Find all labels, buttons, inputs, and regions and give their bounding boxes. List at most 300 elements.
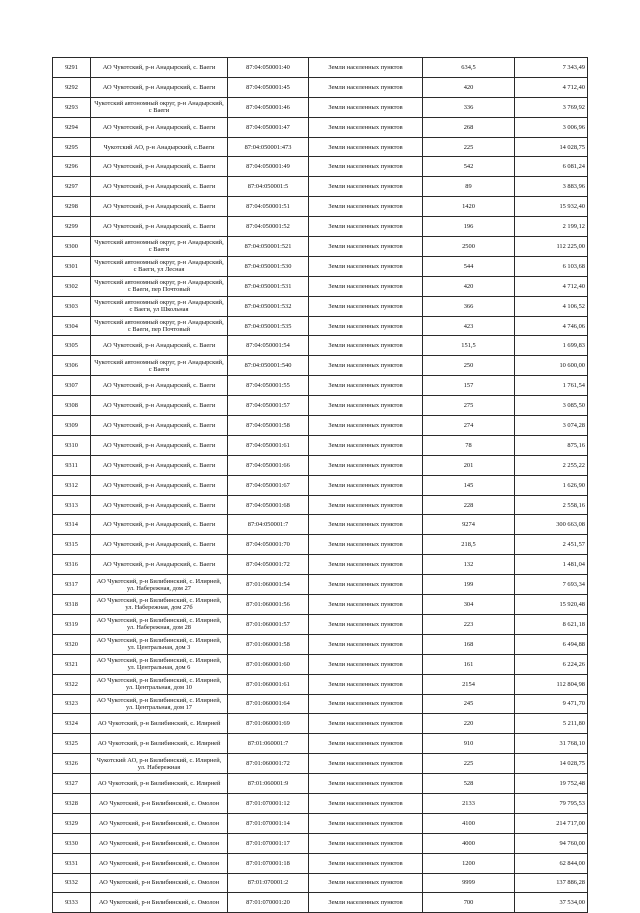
cadastral-number-cell: 87:04:050001:530: [228, 256, 309, 276]
land-category-cell: Земли населенных пунктов: [309, 614, 423, 634]
row-number-cell: 9331: [53, 853, 91, 873]
cadastral-number-cell: 87:04:050001:535: [228, 316, 309, 336]
address-cell: АО Чукотский, р-н Анадырский, с. Ваеги: [91, 177, 228, 197]
cadastral-value-cell: 1 699,83: [515, 336, 588, 356]
address-cell: АО Чукотский, р-н Анадырский, с. Ваеги: [91, 157, 228, 177]
address-cell: АО Чукотский, р-н Анадырский, с. Ваеги: [91, 117, 228, 137]
area-cell: 132: [423, 555, 515, 575]
land-registry-sheet: [52, 57, 587, 913]
cadastral-value-cell: 1 761,54: [515, 376, 588, 396]
table-row: [53, 396, 588, 416]
cadastral-number-cell: 87:01:070001:17: [228, 833, 309, 853]
cadastral-value-cell: 62 844,00: [515, 853, 588, 873]
area-cell: 199: [423, 575, 515, 595]
cadastral-value-cell: 4 712,40: [515, 77, 588, 97]
area-cell: 223: [423, 614, 515, 634]
address-cell: АО Чукотский, р-н Анадырский, с. Ваеги: [91, 535, 228, 555]
land-category-cell: Земли населенных пунктов: [309, 336, 423, 356]
address-cell: Чукотский автономный округ, р-н Анадырский, с Ваеги, пер Почтовый: [91, 316, 228, 336]
table-body: [53, 58, 588, 913]
area-cell: 245: [423, 694, 515, 714]
address-cell: Чукотский АО, р-н Билибинский, с. Илирней, ул. Набережная: [91, 754, 228, 774]
row-number-cell: 9318: [53, 595, 91, 615]
cadastral-value-cell: 4 106,52: [515, 296, 588, 316]
address-cell: АО Чукотский, р-н Анадырский, с. Ваеги: [91, 455, 228, 475]
row-number-cell: 9322: [53, 674, 91, 694]
table-row: [53, 296, 588, 316]
cadastral-number-cell: 87:01:060001:64: [228, 694, 309, 714]
land-category-cell: Земли населенных пунктов: [309, 137, 423, 157]
cadastral-value-cell: 3 883,96: [515, 177, 588, 197]
cadastral-number-cell: 87:01:060001:56: [228, 595, 309, 615]
address-cell: АО Чукотский, р-н Анадырский, с. Ваеги: [91, 217, 228, 237]
table-row: [53, 674, 588, 694]
land-category-cell: Земли населенных пунктов: [309, 833, 423, 853]
land-category-cell: Земли населенных пунктов: [309, 117, 423, 137]
row-number-cell: 9333: [53, 893, 91, 913]
area-cell: 1420: [423, 197, 515, 217]
cadastral-value-cell: 1 481,04: [515, 555, 588, 575]
cadastral-value-cell: 7 343,49: [515, 58, 588, 78]
table-row: [53, 197, 588, 217]
row-number-cell: 9325: [53, 734, 91, 754]
table-row: [53, 893, 588, 913]
area-cell: 4100: [423, 813, 515, 833]
row-number-cell: 9328: [53, 793, 91, 813]
cadastral-value-cell: 5 211,80: [515, 714, 588, 734]
table-row: [53, 217, 588, 237]
land-category-cell: Земли населенных пунктов: [309, 97, 423, 117]
land-category-cell: Земли населенных пунктов: [309, 813, 423, 833]
area-cell: 2154: [423, 674, 515, 694]
area-cell: 78: [423, 435, 515, 455]
address-cell: АО Чукотский, р-н Анадырский, с. Ваеги: [91, 435, 228, 455]
row-number-cell: 9299: [53, 217, 91, 237]
cadastral-value-cell: 2 199,12: [515, 217, 588, 237]
land-category-cell: Земли населенных пунктов: [309, 634, 423, 654]
address-cell: Чукотский автономный округ, р-н Анадырский, с Ваеги, ул Школьная: [91, 296, 228, 316]
table-row: [53, 515, 588, 535]
cadastral-number-cell: 87:04:050001:58: [228, 416, 309, 436]
address-cell: АО Чукотский, р-н Анадырский, с. Ваеги: [91, 495, 228, 515]
area-cell: 528: [423, 774, 515, 794]
cadastral-number-cell: 87:04:050001:70: [228, 535, 309, 555]
area-cell: 4000: [423, 833, 515, 853]
row-number-cell: 9330: [53, 833, 91, 853]
address-cell: АО Чукотский, р-н Билибинский, с. Илирней, ул. Центральная, дом 6: [91, 654, 228, 674]
cadastral-value-cell: 15 932,40: [515, 197, 588, 217]
cadastral-number-cell: 87:01:060001:72: [228, 754, 309, 774]
table-row: [53, 813, 588, 833]
cadastral-value-cell: 7 693,34: [515, 575, 588, 595]
cadastral-number-cell: 87:01:060001:61: [228, 674, 309, 694]
cadastral-number-cell: 87:04:050001:54: [228, 336, 309, 356]
row-number-cell: 9320: [53, 634, 91, 654]
land-category-cell: Земли населенных пунктов: [309, 276, 423, 296]
area-cell: 9999: [423, 873, 515, 893]
cadastral-value-cell: 8 621,18: [515, 614, 588, 634]
cadastral-number-cell: 87:04:050001:521: [228, 237, 309, 257]
row-number-cell: 9317: [53, 575, 91, 595]
address-cell: АО Чукотский, р-н Анадырский, с. Ваеги: [91, 58, 228, 78]
address-cell: АО Чукотский, р-н Анадырский, с. Ваеги: [91, 77, 228, 97]
address-cell: АО Чукотский, р-н Билибинский, с. Илирней: [91, 774, 228, 794]
address-cell: АО Чукотский, р-н Билибинский, с. Илирней: [91, 714, 228, 734]
table-row: [53, 853, 588, 873]
table-row: [53, 77, 588, 97]
area-cell: 157: [423, 376, 515, 396]
land-category-cell: Земли населенных пунктов: [309, 316, 423, 336]
cadastral-value-cell: 4 746,06: [515, 316, 588, 336]
table-row: [53, 276, 588, 296]
address-cell: АО Чукотский, р-н Билибинский, с. Омолон: [91, 793, 228, 813]
cadastral-number-cell: 87:04:050001:540: [228, 356, 309, 376]
table-row: [53, 833, 588, 853]
cadastral-number-cell: 87:01:060001:9: [228, 774, 309, 794]
land-category-cell: Земли населенных пунктов: [309, 674, 423, 694]
table-row: [53, 475, 588, 495]
area-cell: 161: [423, 654, 515, 674]
area-cell: 250: [423, 356, 515, 376]
row-number-cell: 9321: [53, 654, 91, 674]
address-cell: АО Чукотский, р-н Анадырский, с. Ваеги: [91, 475, 228, 495]
row-number-cell: 9315: [53, 535, 91, 555]
row-number-cell: 9327: [53, 774, 91, 794]
address-cell: АО Чукотский, р-н Билибинский, с. Илирней, ул. Центральная, дом 17: [91, 694, 228, 714]
address-cell: АО Чукотский, р-н Анадырский, с. Ваеги: [91, 555, 228, 575]
land-category-cell: Земли населенных пунктов: [309, 435, 423, 455]
row-number-cell: 9301: [53, 256, 91, 276]
cadastral-number-cell: 87:04:050001:532: [228, 296, 309, 316]
land-category-cell: Земли населенных пунктов: [309, 555, 423, 575]
cadastral-number-cell: 87:04:050001:51: [228, 197, 309, 217]
cadastral-number-cell: 87:04:050001:72: [228, 555, 309, 575]
cadastral-value-cell: 2 451,57: [515, 535, 588, 555]
area-cell: 304: [423, 595, 515, 615]
address-cell: АО Чукотский, р-н Билибинский, с. Илирней, ул. Набережная, дом 28: [91, 614, 228, 634]
address-cell: АО Чукотский, р-н Анадырский, с. Ваеги: [91, 376, 228, 396]
cadastral-value-cell: 19 752,48: [515, 774, 588, 794]
land-category-cell: Земли населенных пунктов: [309, 654, 423, 674]
row-number-cell: 9294: [53, 117, 91, 137]
cadastral-value-cell: 10 600,00: [515, 356, 588, 376]
area-cell: 218,5: [423, 535, 515, 555]
cadastral-value-cell: 15 920,48: [515, 595, 588, 615]
address-cell: АО Чукотский, р-н Билибинский, с. Илирней, ул. Центральная, дом 3: [91, 634, 228, 654]
cadastral-number-cell: 87:01:060001:7: [228, 734, 309, 754]
row-number-cell: 9313: [53, 495, 91, 515]
cadastral-number-cell: 87:04:050001:531: [228, 276, 309, 296]
row-number-cell: 9309: [53, 416, 91, 436]
table-row: [53, 595, 588, 615]
cadastral-value-cell: 300 663,08: [515, 515, 588, 535]
cadastral-number-cell: 87:01:060001:60: [228, 654, 309, 674]
land-category-cell: Земли населенных пунктов: [309, 217, 423, 237]
row-number-cell: 9326: [53, 754, 91, 774]
land-category-cell: Земли населенных пунктов: [309, 296, 423, 316]
cadastral-number-cell: 87:01:070001:14: [228, 813, 309, 833]
row-number-cell: 9305: [53, 336, 91, 356]
table-row: [53, 575, 588, 595]
area-cell: 634,5: [423, 58, 515, 78]
table-row: [53, 137, 588, 157]
address-cell: АО Чукотский, р-н Билибинский, с. Омолон: [91, 893, 228, 913]
cadastral-value-cell: 3 085,50: [515, 396, 588, 416]
address-cell: АО Чукотский, р-н Билибинский, с. Илирней, ул. Набережная, дом 27: [91, 575, 228, 595]
cadastral-value-cell: 112 225,00: [515, 237, 588, 257]
area-cell: 89: [423, 177, 515, 197]
table-row: [53, 157, 588, 177]
cadastral-number-cell: 87:01:060001:58: [228, 634, 309, 654]
land-category-cell: Земли населенных пунктов: [309, 396, 423, 416]
land-category-cell: Земли населенных пунктов: [309, 376, 423, 396]
cadastral-value-cell: 875,16: [515, 435, 588, 455]
table-row: [53, 117, 588, 137]
cadastral-number-cell: 87:01:070001:2: [228, 873, 309, 893]
cadastral-number-cell: 87:04:050001:57: [228, 396, 309, 416]
area-cell: 228: [423, 495, 515, 515]
cadastral-number-cell: 87:04:050001:55: [228, 376, 309, 396]
table-row: [53, 58, 588, 78]
address-cell: Чукотский АО, р-н Анадырский, с.Ваеги: [91, 137, 228, 157]
table-row: [53, 316, 588, 336]
table-row: [53, 435, 588, 455]
land-category-cell: Земли населенных пунктов: [309, 873, 423, 893]
row-number-cell: 9293: [53, 97, 91, 117]
cadastral-number-cell: 87:04:050001:40: [228, 58, 309, 78]
cadastral-number-cell: 87:04:050001:68: [228, 495, 309, 515]
table-row: [53, 356, 588, 376]
area-cell: 2500: [423, 237, 515, 257]
area-cell: 275: [423, 396, 515, 416]
area-cell: 268: [423, 117, 515, 137]
land-category-cell: Земли населенных пунктов: [309, 515, 423, 535]
address-cell: АО Чукотский, р-н Анадырский, с. Ваеги: [91, 416, 228, 436]
area-cell: 542: [423, 157, 515, 177]
address-cell: АО Чукотский, р-н Билибинский, с. Омолон: [91, 813, 228, 833]
cadastral-number-cell: 87:04:050001:5: [228, 177, 309, 197]
area-cell: 423: [423, 316, 515, 336]
table-row: [53, 455, 588, 475]
cadastral-number-cell: 87:04:050001:7: [228, 515, 309, 535]
land-category-cell: Земли населенных пунктов: [309, 416, 423, 436]
land-category-cell: Земли населенных пунктов: [309, 197, 423, 217]
table-row: [53, 714, 588, 734]
address-cell: АО Чукотский, р-н Билибинский, с. Илирней, ул. Центральная, дом 10: [91, 674, 228, 694]
cadastral-value-cell: 31 768,10: [515, 734, 588, 754]
land-category-cell: Земли населенных пунктов: [309, 455, 423, 475]
table-row: [53, 376, 588, 396]
table-row: [53, 237, 588, 257]
land-category-cell: Земли населенных пунктов: [309, 714, 423, 734]
row-number-cell: 9291: [53, 58, 91, 78]
cadastral-number-cell: 87:04:050001:67: [228, 475, 309, 495]
land-category-cell: Земли населенных пунктов: [309, 177, 423, 197]
cadastral-number-cell: 87:04:050001:45: [228, 77, 309, 97]
row-number-cell: 9312: [53, 475, 91, 495]
address-cell: Чукотский автономный округ, р-н Анадырский, с Ваеги: [91, 237, 228, 257]
row-number-cell: 9310: [53, 435, 91, 455]
address-cell: АО Чукотский, р-н Анадырский, с. Ваеги: [91, 336, 228, 356]
area-cell: 9274: [423, 515, 515, 535]
cadastral-value-cell: 3 006,96: [515, 117, 588, 137]
cadastral-value-cell: 9 471,70: [515, 694, 588, 714]
cadastral-number-cell: 87:04:050001:473: [228, 137, 309, 157]
cadastral-number-cell: 87:04:050001:46: [228, 97, 309, 117]
land-category-cell: Земли населенных пунктов: [309, 475, 423, 495]
land-category-cell: Земли населенных пунктов: [309, 595, 423, 615]
cadastral-value-cell: 4 712,40: [515, 276, 588, 296]
table-row: [53, 873, 588, 893]
land-category-cell: Земли населенных пунктов: [309, 694, 423, 714]
land-category-cell: Земли населенных пунктов: [309, 256, 423, 276]
area-cell: 145: [423, 475, 515, 495]
address-cell: АО Чукотский, р-н Билибинский, с. Илирней: [91, 734, 228, 754]
area-cell: 225: [423, 754, 515, 774]
row-number-cell: 9319: [53, 614, 91, 634]
row-number-cell: 9295: [53, 137, 91, 157]
address-cell: АО Чукотский, р-н Билибинский, с. Омолон: [91, 853, 228, 873]
cadastral-value-cell: 6 224,26: [515, 654, 588, 674]
row-number-cell: 9304: [53, 316, 91, 336]
area-cell: 336: [423, 97, 515, 117]
area-cell: 700: [423, 893, 515, 913]
cadastral-value-cell: 1 626,90: [515, 475, 588, 495]
cadastral-number-cell: 87:04:050001:52: [228, 217, 309, 237]
row-number-cell: 9314: [53, 515, 91, 535]
table-row: [53, 535, 588, 555]
cadastral-value-cell: 2 558,16: [515, 495, 588, 515]
table-row: [53, 495, 588, 515]
area-cell: 366: [423, 296, 515, 316]
address-cell: АО Чукотский, р-н Анадырский, с. Ваеги: [91, 515, 228, 535]
cadastral-value-cell: 94 760,00: [515, 833, 588, 853]
cadastral-value-cell: 214 717,00: [515, 813, 588, 833]
table-row: [53, 793, 588, 813]
address-cell: АО Чукотский, р-н Билибинский, с. Омолон: [91, 833, 228, 853]
table-row: [53, 336, 588, 356]
cadastral-value-cell: 3 769,92: [515, 97, 588, 117]
row-number-cell: 9303: [53, 296, 91, 316]
cadastral-value-cell: 2 255,22: [515, 455, 588, 475]
cadastral-number-cell: 87:04:050001:66: [228, 455, 309, 475]
table-row: [53, 256, 588, 276]
land-category-cell: Земли населенных пунктов: [309, 575, 423, 595]
address-cell: Чукотский автономный округ, р-н Анадырский, с Ваеги: [91, 97, 228, 117]
row-number-cell: 9332: [53, 873, 91, 893]
row-number-cell: 9316: [53, 555, 91, 575]
area-cell: 201: [423, 455, 515, 475]
table-row: [53, 614, 588, 634]
area-cell: 220: [423, 714, 515, 734]
row-number-cell: 9292: [53, 77, 91, 97]
cadastral-value-cell: 14 028,75: [515, 137, 588, 157]
land-category-cell: Земли населенных пунктов: [309, 356, 423, 376]
row-number-cell: 9323: [53, 694, 91, 714]
cadastral-value-cell: 3 074,28: [515, 416, 588, 436]
land-category-cell: Земли населенных пунктов: [309, 237, 423, 257]
land-category-cell: Земли населенных пунктов: [309, 734, 423, 754]
table-row: [53, 177, 588, 197]
cadastral-number-cell: 87:04:050001:61: [228, 435, 309, 455]
address-cell: Чукотский автономный округ, р-н Анадырский, с Ваеги: [91, 356, 228, 376]
cadastral-value-cell: 37 534,00: [515, 893, 588, 913]
table-row: [53, 774, 588, 794]
cadastral-number-cell: 87:01:060001:69: [228, 714, 309, 734]
table-row: [53, 97, 588, 117]
cadastral-value-cell: 137 886,28: [515, 873, 588, 893]
land-registry-table: [52, 57, 588, 913]
area-cell: 910: [423, 734, 515, 754]
cadastral-number-cell: 87:01:070001:12: [228, 793, 309, 813]
row-number-cell: 9329: [53, 813, 91, 833]
area-cell: 420: [423, 77, 515, 97]
table-row: [53, 634, 588, 654]
cadastral-value-cell: 112 804,98: [515, 674, 588, 694]
cadastral-number-cell: 87:04:050001:47: [228, 117, 309, 137]
table-row: [53, 754, 588, 774]
row-number-cell: 9308: [53, 396, 91, 416]
area-cell: 544: [423, 256, 515, 276]
address-cell: АО Чукотский, р-н Билибинский, с. Илирней, ул. Набережная, дом 27б: [91, 595, 228, 615]
address-cell: АО Чукотский, р-н Анадырский, с. Ваеги: [91, 396, 228, 416]
table-row: [53, 734, 588, 754]
address-cell: АО Чукотский, р-н Анадырский, с. Ваеги: [91, 197, 228, 217]
cadastral-value-cell: 79 795,53: [515, 793, 588, 813]
cadastral-value-cell: 6 081,24: [515, 157, 588, 177]
cadastral-value-cell: 14 028,75: [515, 754, 588, 774]
area-cell: 420: [423, 276, 515, 296]
row-number-cell: 9298: [53, 197, 91, 217]
address-cell: Чукотский автономный округ, р-н Анадырский, с Ваеги, пер Почтовый: [91, 276, 228, 296]
cadastral-value-cell: 6 494,88: [515, 634, 588, 654]
land-category-cell: Земли населенных пунктов: [309, 754, 423, 774]
area-cell: 225: [423, 137, 515, 157]
area-cell: 168: [423, 634, 515, 654]
row-number-cell: 9302: [53, 276, 91, 296]
area-cell: 2133: [423, 793, 515, 813]
address-cell: Чукотский автономный округ, р-н Анадырский, с Ваеги, ул Лесная: [91, 256, 228, 276]
land-category-cell: Земли населенных пунктов: [309, 495, 423, 515]
row-number-cell: 9311: [53, 455, 91, 475]
row-number-cell: 9307: [53, 376, 91, 396]
cadastral-number-cell: 87:01:060001:54: [228, 575, 309, 595]
area-cell: 274: [423, 416, 515, 436]
row-number-cell: 9324: [53, 714, 91, 734]
land-category-cell: Земли населенных пунктов: [309, 793, 423, 813]
area-cell: 151,5: [423, 336, 515, 356]
address-cell: АО Чукотский, р-н Билибинский, с. Омолон: [91, 873, 228, 893]
cadastral-number-cell: 87:04:050001:49: [228, 157, 309, 177]
row-number-cell: 9297: [53, 177, 91, 197]
cadastral-number-cell: 87:01:060001:57: [228, 614, 309, 634]
table-row: [53, 555, 588, 575]
table-row: [53, 694, 588, 714]
land-category-cell: Земли населенных пунктов: [309, 157, 423, 177]
land-category-cell: Земли населенных пунктов: [309, 853, 423, 873]
land-category-cell: Земли населенных пунктов: [309, 774, 423, 794]
table-row: [53, 416, 588, 436]
land-category-cell: Земли населенных пунктов: [309, 77, 423, 97]
cadastral-number-cell: 87:01:070001:20: [228, 893, 309, 913]
row-number-cell: 9296: [53, 157, 91, 177]
area-cell: 196: [423, 217, 515, 237]
land-category-cell: Земли населенных пунктов: [309, 535, 423, 555]
row-number-cell: 9306: [53, 356, 91, 376]
cadastral-number-cell: 87:01:070001:18: [228, 853, 309, 873]
land-category-cell: Земли населенных пунктов: [309, 58, 423, 78]
area-cell: 1200: [423, 853, 515, 873]
